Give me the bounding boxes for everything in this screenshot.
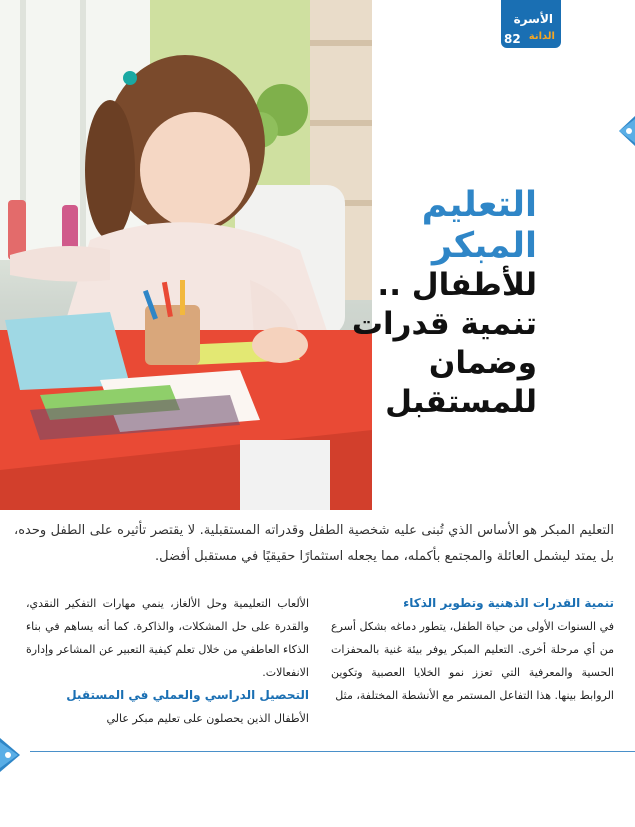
title-line: للمستقبل [385, 384, 537, 420]
section-tag [501, 0, 561, 48]
title-line: تنمية قدرات [351, 306, 537, 342]
article-title [287, 185, 537, 426]
section-title: الأسرة [513, 12, 553, 26]
footer-divider [30, 751, 635, 752]
body-paragraph: الألعاب التعليمية وحل الألغاز، ينمي مهارات التفكير النقدي، والقدرة على حل المشكلات، والذاكرة. كما أنه يساهم في بناء الذكاء العاطفي من خلال تعلم كيفية التعبير عن المشاعر وإدارة الانفعالات. [26, 597, 309, 679]
title-line: التعليم [421, 185, 537, 225]
title-line: للأطفال .. [377, 267, 537, 303]
intro-paragraph: التعليم المبكر هو الأساس الذي تُبنى عليه شخصية الطفل وقدراته المستقبلية. لا يقتصر تأثيره على الطفل وحده، بل يمتد ليشمل العائلة والمجتمع بأكمله، مما يجعله استثمارًا حقيقيًا في مستقبل أفضل. [14, 523, 614, 564]
title-line: المبكر [431, 226, 537, 266]
title-line: وضمان [428, 345, 537, 381]
column-right [331, 592, 614, 707]
body-paragraph: الأطفال الذين يحصلون على تعليم مبكر عالي [106, 712, 309, 725]
body-paragraph: في السنوات الأولى من حياة الطفل، يتطور دماغه بشكل أسرع من أي مرحلة أخرى. التعليم المبكر يوفر بيئة غنية بالمحفزات الحسية والمعرفية التي تعزز نمو الخلايا العصبية وتكوين الروابط بينها. هذا التفاعل المستمر مع الأنشطة المختلفة، مثل [331, 620, 614, 702]
column-left [26, 592, 309, 730]
section-heading: التحصيل الدراسي والعملي في المستقبل [66, 688, 309, 702]
page-number: 82 [504, 32, 521, 46]
brand-logo-text: الدانة [528, 31, 555, 42]
diamond-marker-icon [0, 738, 34, 772]
section-heading: تنمية القدرات الذهنية وتطوير الذكاء [403, 596, 614, 610]
diamond-marker-icon [605, 116, 635, 146]
